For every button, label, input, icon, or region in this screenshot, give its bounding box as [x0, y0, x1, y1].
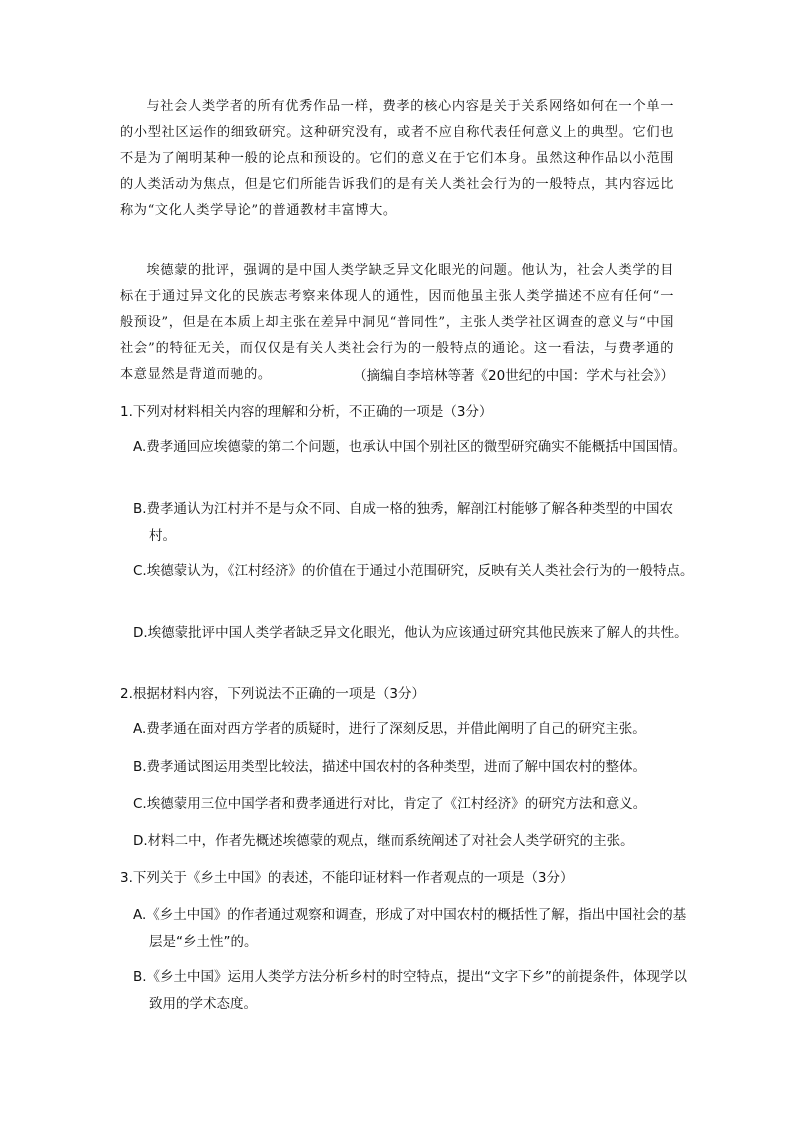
passage-paragraph-2: 埃德蒙的批评，强调的是中国人类学缺乏异文化眼光的问题。他认为，社会人类学的目标在于通过异文化的民族志考察来体现人的通性，因而他虽主张人类学描述不应有任何“一般预设”，但是在本质上却主张在差异中洞见“普同性”，主张人类学社区调查的意义与“中国社会”的特征无关，而仅仅是有关人类社会行为的一般特点的通论。这一看法，与费孝通的本意显然是背道而驰的。	[120, 263, 674, 382]
passage-paragraph-1: 与社会人类学者的所有优秀作品一样，费孝的核心内容是关于关系网络如何在一个单一的小型社区运作的细致研究。这种研究没有，或者不应自称代表任何意义上的典型。它们也不是为了阐明某种一般的论点和预设的。它们的意义在于它们本身。虽然这种作品以小范围的人类活动为焦点，但是它们所能告诉我们的是有关人类社会行为的一般特点，其内容远比称为“文化人类学导论”的普通教材丰富博大。	[120, 99, 674, 218]
question-2-stem: 2.根据材料内容，下列说法不正确的一项是（3分）	[120, 686, 425, 702]
question-2-option-b: B.费孝通试图运用类型比较法，描述中国农村的各种类型，进而了解中国农村的整体。	[133, 759, 647, 775]
question-3-stem: 3.下列关于《乡土中国》的表述，不能印证材料一作者观点的一项是（3分）	[120, 870, 574, 886]
question-1-stem: 1.下列对材料相关内容的理解和分析，不正确的一项是（3分）	[120, 404, 493, 420]
question-1-option-b: B.费孝通认为江村并不是与众不同、自成一格的独秀，解剖江村能够了解各种类型的中国农村。	[133, 501, 674, 544]
question-1-option-a: A.费孝通回应埃德蒙的第二个问题，也承认中国个别社区的微型研究确实不能概括中国国情。	[133, 439, 687, 455]
question-1-option-c: C.埃德蒙认为，《江村经济》的价值在于通过小范围研究，反映有关人类社会行为的一般特点。	[133, 563, 694, 579]
question-3-option-a: A.《乡土中国》的作者通过观察和调查，形成了对中国农村的概括性了解，指出中国社会的基层是“乡土性”的。	[133, 907, 687, 950]
question-3-option-b: B.《乡土中国》运用人类学方法分析乡村的时空特点，提出“文字下乡”的前提条件，体现学以致用的学术态度。	[133, 969, 688, 1012]
question-2-option-a: A.费孝通在面对西方学者的质疑时，进行了深刻反思，并借此阐明了自己的研究主张。	[133, 721, 646, 737]
passage-source: （摘编自李培林等著《20世纪的中国：学术与社会》）	[353, 368, 674, 384]
question-2-option-c: C.埃德蒙用三位中国学者和费孝通进行对比，肯定了《江村经济》的研究方法和意义。	[133, 796, 647, 812]
question-1-option-d: D.埃德蒙批评中国人类学者缺乏异文化眼光，他认为应该通过研究其他民族来了解人的共性。	[133, 625, 688, 641]
question-2-option-d: D.材料二中，作者先概述埃德蒙的观点，继而系统阐述了对社会人类学研究的主张。	[133, 833, 634, 849]
